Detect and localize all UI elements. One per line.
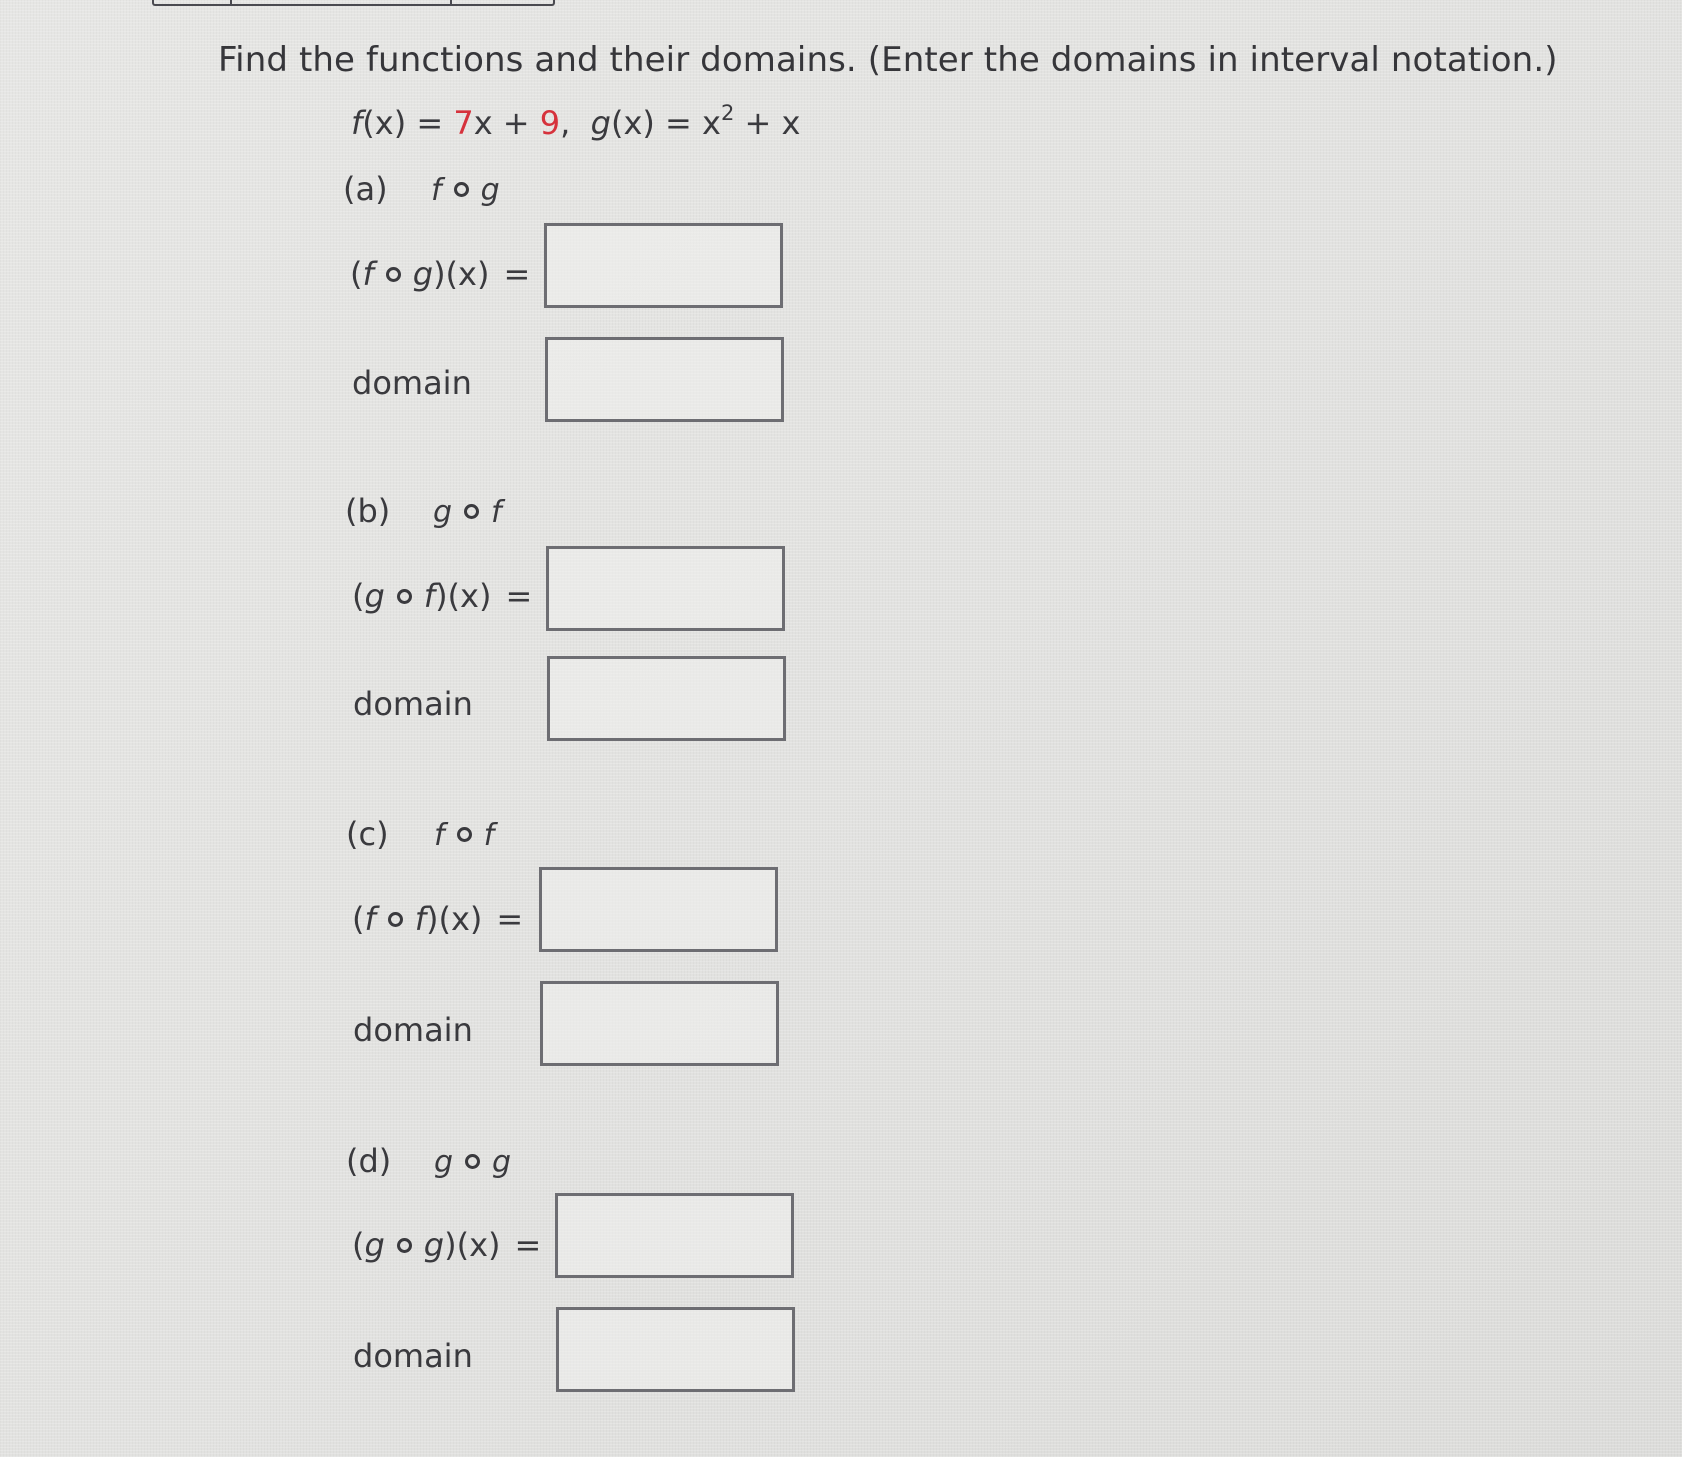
composition-circle-icon [386, 267, 401, 282]
table-cell [452, 0, 553, 4]
part-d-domain-label: domain [353, 1337, 473, 1375]
f-arg: (x) = [362, 104, 454, 142]
gog-function-input[interactable] [555, 1193, 794, 1278]
expr-suffix: )(x) [435, 577, 492, 615]
separator: , [560, 104, 571, 142]
expr-suffix: )(x) [444, 1226, 501, 1264]
expr-outer: g [364, 577, 385, 615]
composition-circle-icon [465, 1154, 480, 1169]
equals-sign: = [505, 577, 533, 615]
expr-suffix: )(x) [433, 255, 490, 293]
outer-function: g [433, 495, 453, 530]
part-c-domain-label: domain [353, 1011, 473, 1049]
g-name: g [590, 104, 611, 142]
composition-circle-icon [388, 912, 403, 927]
f-plus: + [492, 104, 540, 142]
composition-circle-icon [454, 182, 469, 197]
expr-inner: f [423, 577, 436, 615]
composition-circle-icon [464, 504, 479, 519]
top-table-partial [152, 0, 555, 6]
fog-function-input[interactable] [544, 223, 783, 308]
expr-outer: f [364, 900, 376, 938]
table-cell [154, 0, 232, 4]
g-base: x [702, 104, 721, 142]
expr-inner: g [423, 1226, 445, 1264]
equals-sign: = [514, 1226, 542, 1264]
f-name: f [351, 104, 363, 142]
part-d-heading [346, 1142, 511, 1180]
g-exponent: 2 [720, 101, 735, 125]
g-rest: + x [734, 104, 801, 142]
expr-outer: f [362, 255, 374, 293]
inner-function: g [480, 173, 500, 208]
fog-domain-input[interactable] [545, 337, 784, 422]
fof-domain-input[interactable] [540, 981, 779, 1066]
f-variable: x [473, 104, 493, 142]
part-b-heading [345, 492, 502, 530]
expr-outer: g [364, 1226, 385, 1264]
outer-function: f [431, 173, 442, 208]
part-c-expression: (f f)(x) = [352, 900, 524, 938]
part-letter: (c) [346, 815, 389, 853]
gof-function-input[interactable] [546, 546, 785, 631]
part-b-domain-label: domain [353, 685, 473, 723]
gof-domain-input[interactable] [547, 656, 786, 741]
part-b-expression: (g f)(x) = [352, 577, 533, 615]
part-c-heading [346, 815, 494, 853]
expr-inner: f [414, 900, 427, 938]
inner-function: f [483, 818, 495, 853]
equals-sign: = [496, 900, 524, 938]
outer-function: g [434, 1145, 454, 1180]
inner-function: g [492, 1145, 512, 1180]
part-a-expression: (f g)(x) = [350, 255, 531, 293]
gog-domain-input[interactable] [556, 1307, 795, 1392]
part-a-domain-label: domain [352, 364, 472, 402]
f-coefficient: 7 [453, 104, 474, 142]
equals-sign: = [503, 255, 531, 293]
expr-inner: g [412, 255, 434, 293]
part-d-expression: (g g)(x) = [352, 1226, 542, 1264]
g-arg: (x) = [610, 104, 703, 142]
given-functions [351, 101, 801, 142]
inner-function: f [491, 495, 502, 530]
instruction-text: Find the functions and their domains. (Enter the domains in interval notation.) [218, 40, 1558, 80]
composition-circle-icon [397, 589, 412, 604]
part-letter: (b) [345, 492, 391, 530]
part-letter: (d) [346, 1142, 392, 1180]
f-constant: 9 [539, 104, 561, 142]
composition-circle-icon [457, 827, 472, 842]
outer-function: f [434, 818, 445, 853]
fof-function-input[interactable] [539, 867, 778, 952]
part-a-heading [343, 170, 500, 208]
composition-circle-icon [397, 1238, 412, 1253]
expr-suffix: )(x) [426, 900, 483, 938]
part-letter: (a) [343, 170, 388, 208]
table-cell [232, 0, 452, 4]
